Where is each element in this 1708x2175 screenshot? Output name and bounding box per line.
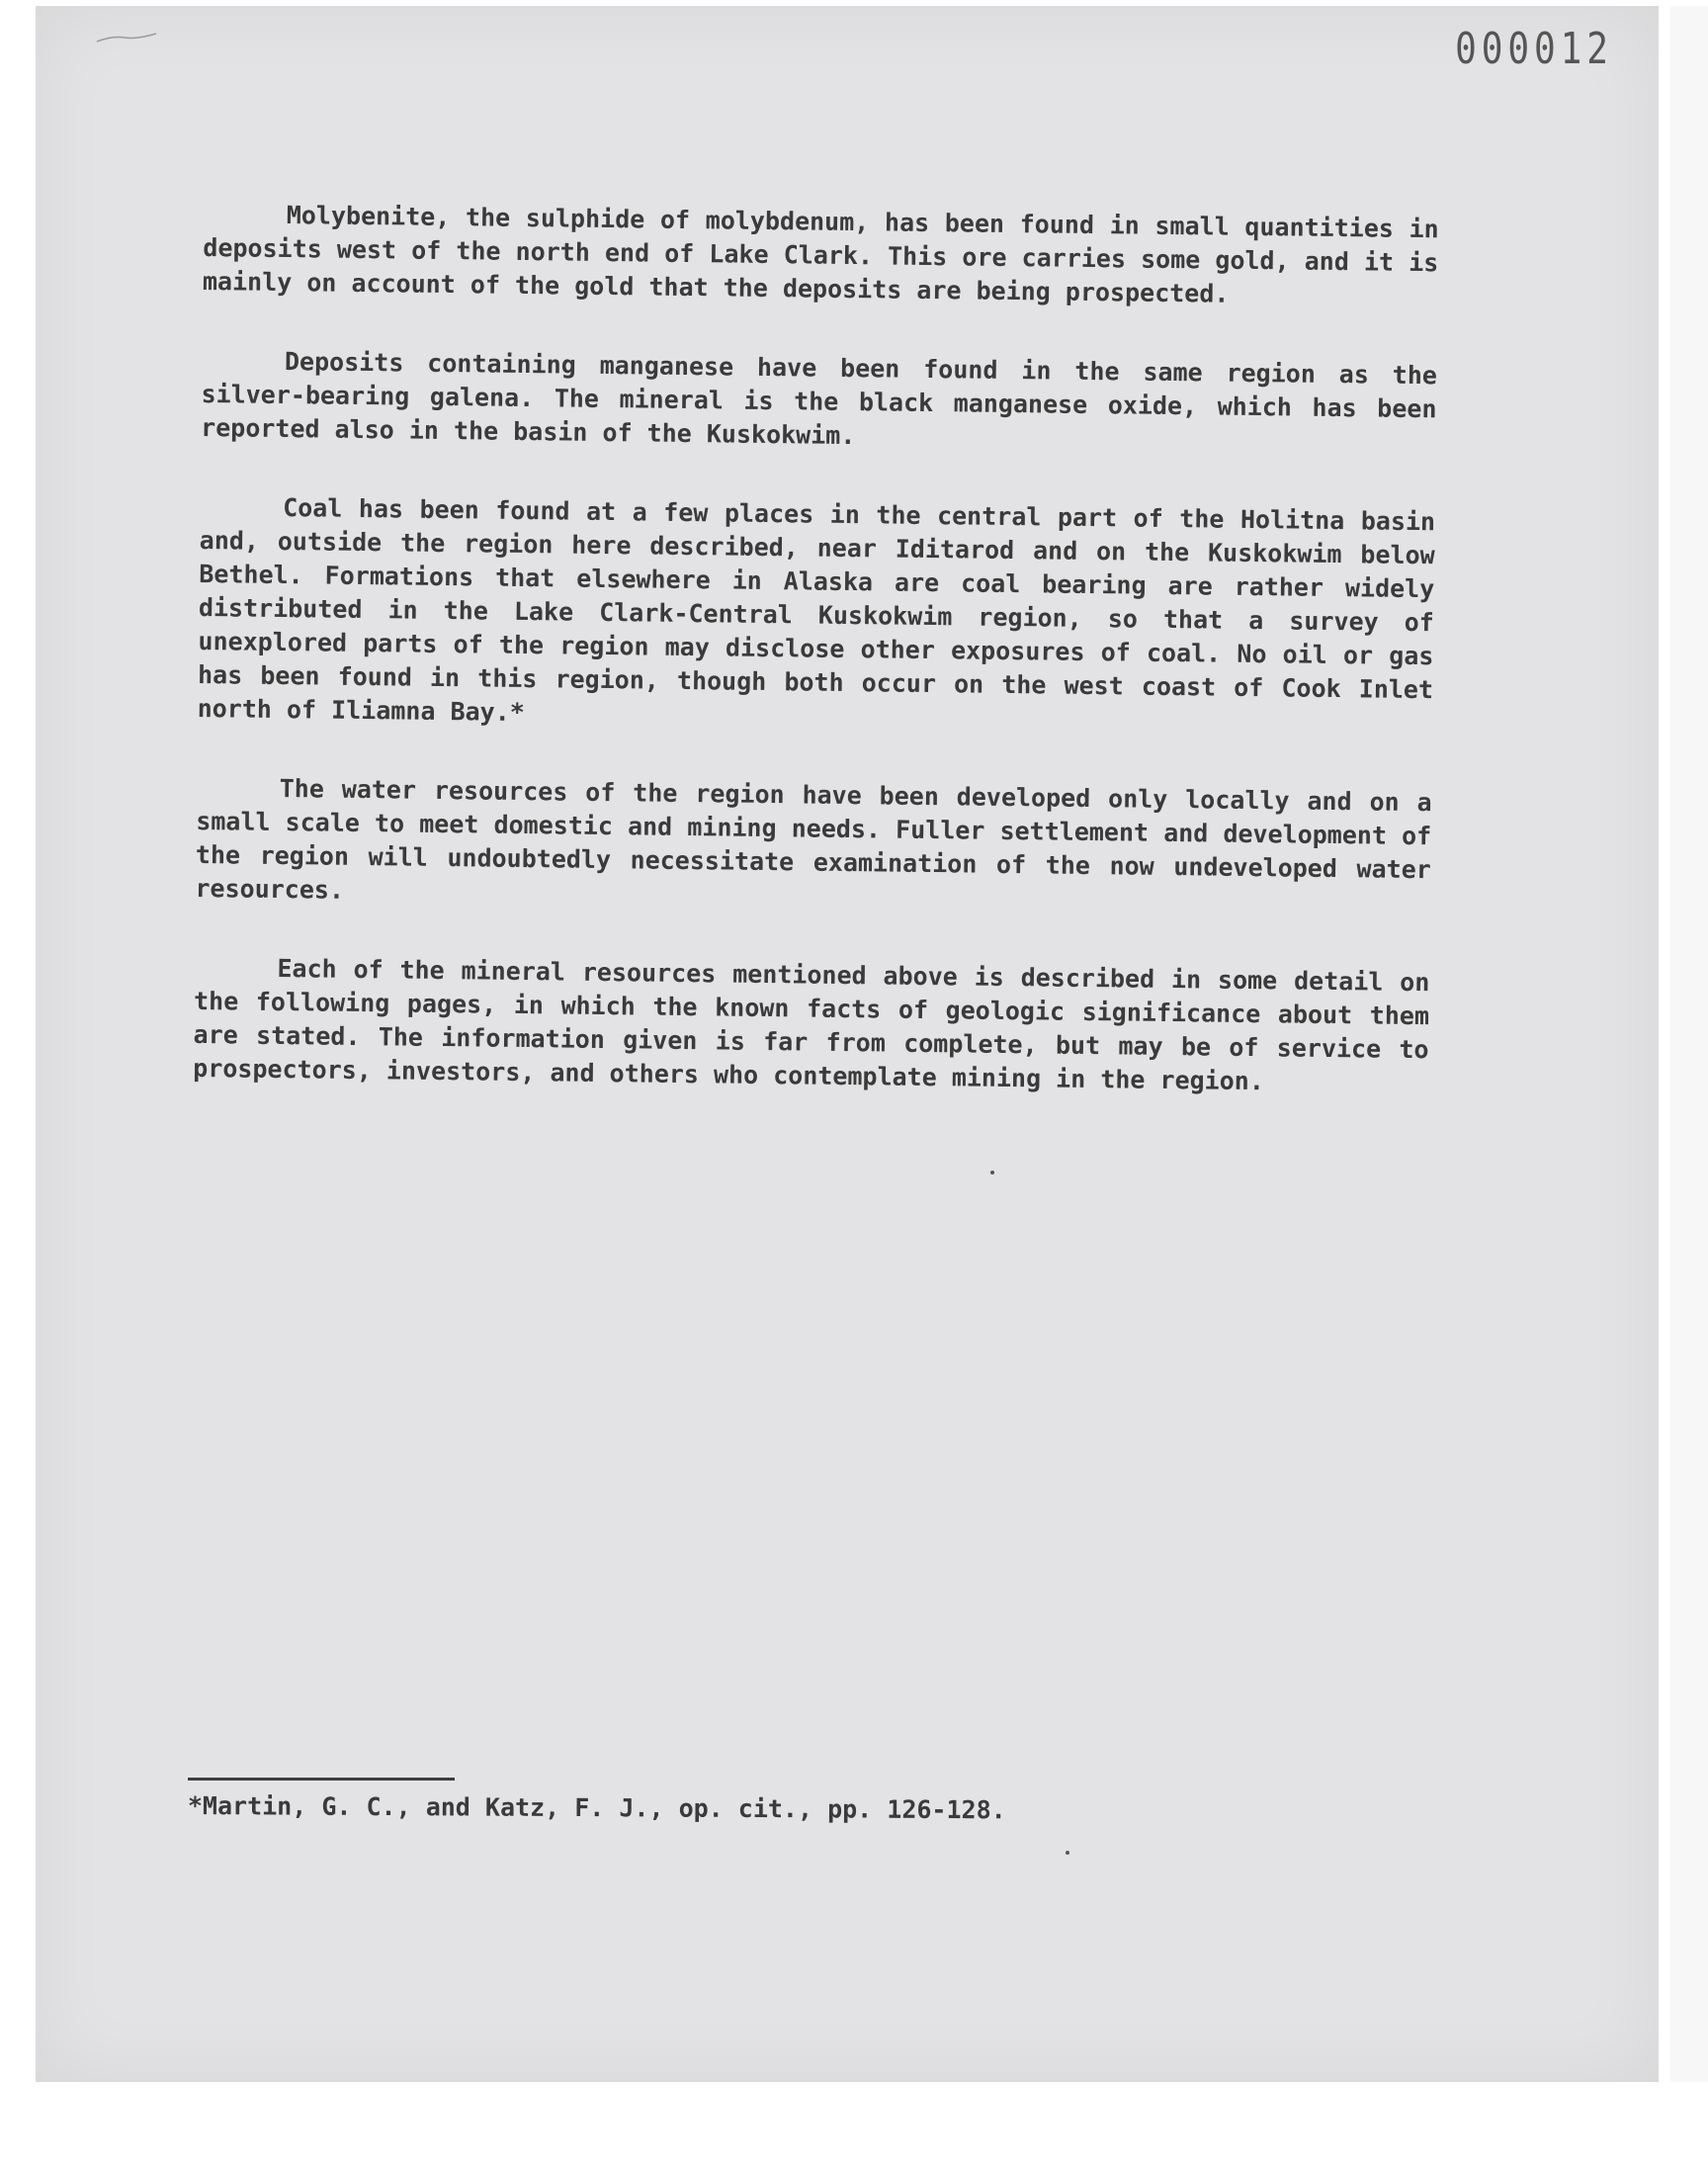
- paragraph-water-resources: The water resources of the region have been developed only locally and on a small scale to meet domestic and mining needs. Fuller settlement and development of the region will undoubtedly necessitate examination of the now undeveloped water resources.: [195, 773, 1432, 905]
- footnote-divider: [188, 1778, 455, 1781]
- page-margin: [1670, 6, 1708, 2082]
- scan-smudge: [95, 30, 164, 45]
- scan-speck: [1066, 1851, 1069, 1855]
- footnote: *Martin, G. C., and Katz, F. J., op. cit., pp. 126-128.: [187, 1791, 1006, 1825]
- page-number: 000012: [1455, 24, 1613, 74]
- paragraph-coal: Coal has been found at a few places in the central part of the Holitna basin and, outside the region here described, near Iditarod and on the Kuskokwim below Bethel. Formations that elsewhere in Alaska are coal bearing are rather widely distributed in the Lake Clark-Central Kuskokwim region, so that a survey of unexplored parts of the region may disclose other exposures of coal. No oil or gas has been found in this region, though both occur on the west coast of Cook Inlet north of Iliamna Bay.*: [197, 493, 1436, 728]
- scan-speck: [990, 1171, 994, 1174]
- paragraph-mineral-resources: Each of the mineral resources mentioned above is described in some detail on the following pages, in which the known facts of geologic significance about them are stated. The information given is far from complete, but may be of service to prospectors, investors, and others who contemplate mining in the region.: [193, 953, 1430, 1096]
- paragraph-molybdenite: Molybenite, the sulphide of molybdenum, has been found in small quantities in deposits west of the north end of Lake Clark. This ore carries some gold, and it is mainly on account of the gold that the deposits are being prospected.: [202, 201, 1439, 308]
- paragraph-manganese: Deposits containing manganese have been found in the same region as the silver-bearing galena. The mineral is the black manganese oxide, which has been reported also in the basin of the Kuskokwim.: [200, 347, 1438, 451]
- body-text: [192, 198, 1438, 1146]
